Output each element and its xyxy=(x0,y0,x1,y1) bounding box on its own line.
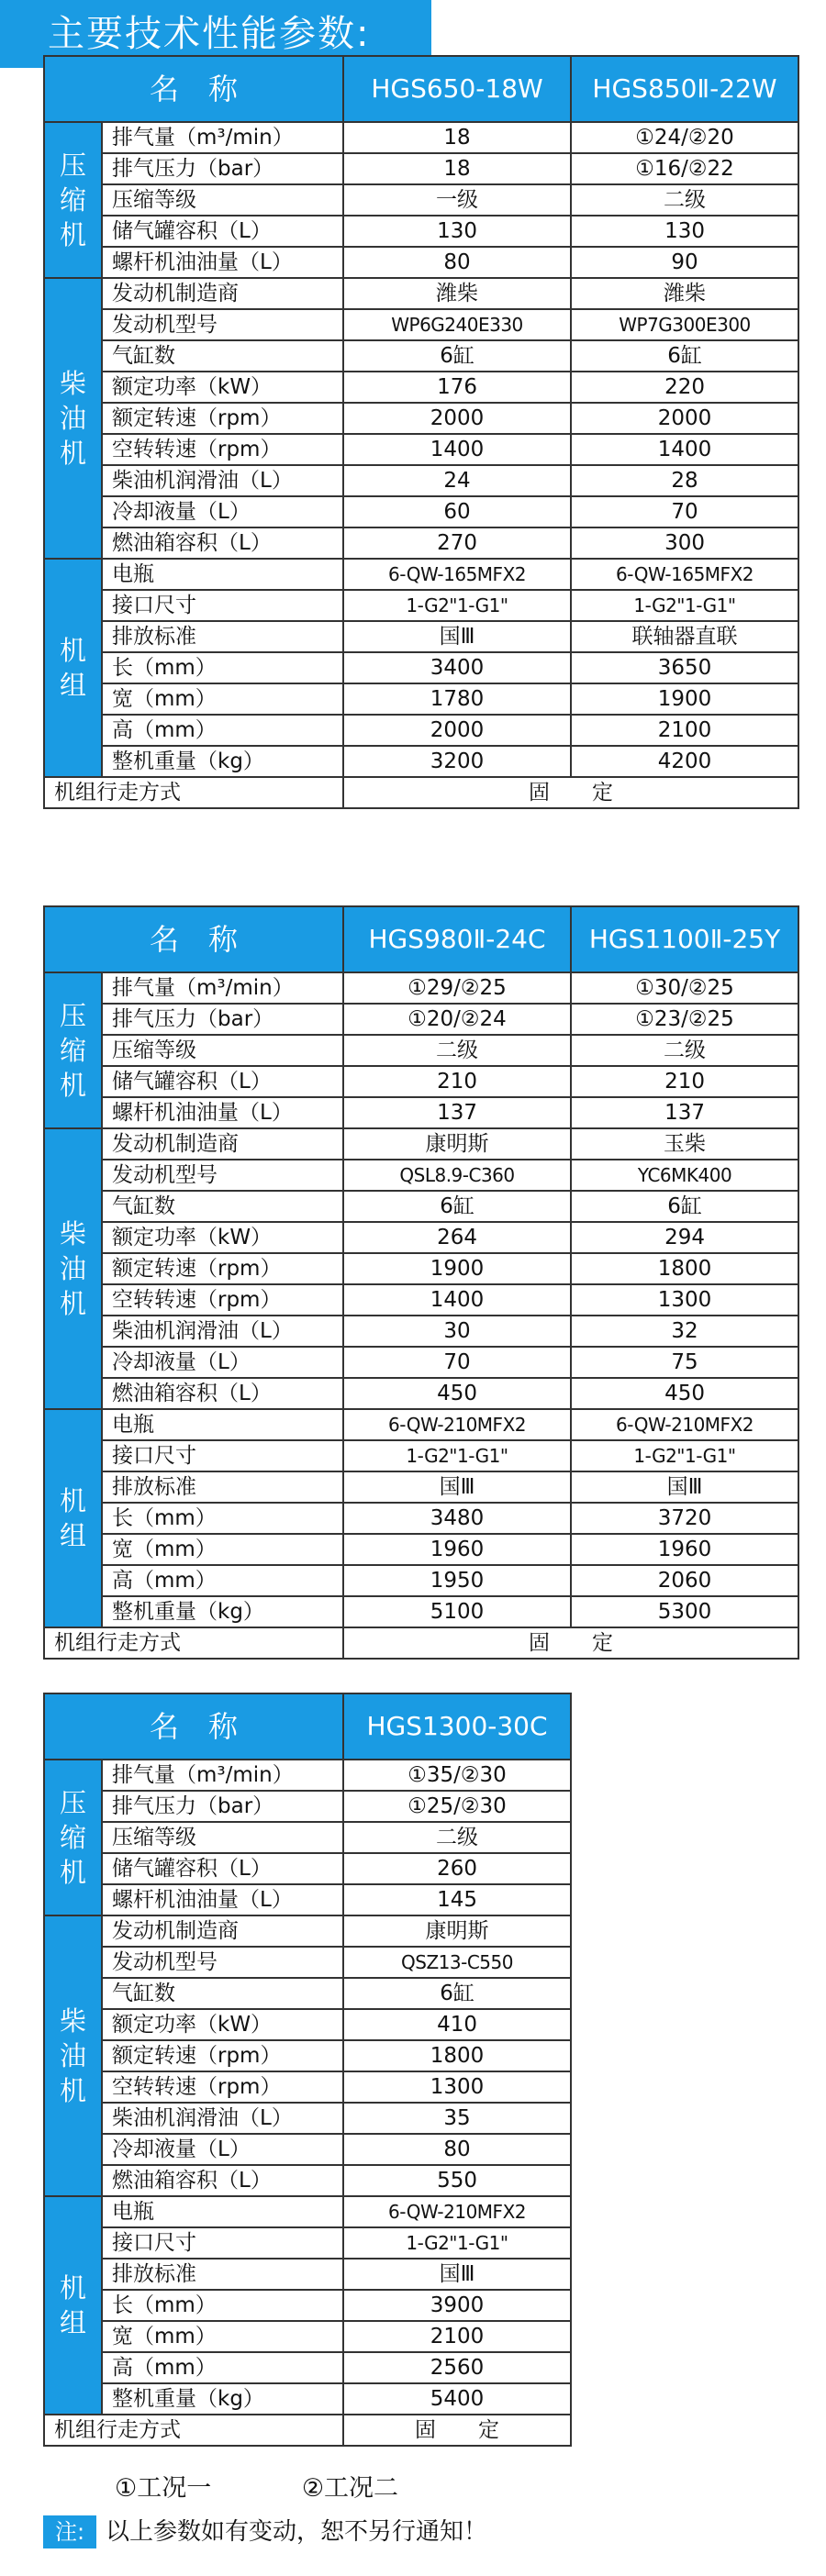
table-row xyxy=(44,1160,798,1191)
row-label: 燃油箱容积（L） xyxy=(102,1378,343,1409)
row-label: 排放标准 xyxy=(102,2259,343,2290)
section-diesel: 柴油机 xyxy=(44,1915,102,2196)
model-name: HGS1100Ⅱ-25Y xyxy=(571,906,798,972)
table-row xyxy=(44,2290,571,2321)
cell-engine-oil: 30 xyxy=(343,1316,571,1347)
header-name: 名 称 xyxy=(44,1693,343,1760)
cell-coolant: 70 xyxy=(571,496,798,527)
cell-battery: 6-QW-165MFX2 xyxy=(571,559,798,590)
row-label: 接口尺寸 xyxy=(102,2227,343,2259)
row-label: 高（mm） xyxy=(102,1565,343,1596)
row-label: 排放标准 xyxy=(102,621,343,652)
cell-battery: 6-QW-165MFX2 xyxy=(343,559,571,590)
cell-screw-oil: 90 xyxy=(571,247,798,278)
table-row xyxy=(44,1066,798,1097)
cell-engine-maker: 康明斯 xyxy=(343,1915,571,1947)
model-name: HGS1300-30C xyxy=(343,1693,571,1760)
table-row xyxy=(44,153,798,184)
row-label: 排气压力（bar） xyxy=(102,1791,343,1822)
table-row xyxy=(44,1347,798,1378)
table-row xyxy=(44,1565,798,1596)
row-label: 长（mm） xyxy=(102,652,343,683)
cell-coolant: 80 xyxy=(343,2134,571,2165)
row-label: 整机重量（kg） xyxy=(102,2383,343,2415)
row-label: 电瓶 xyxy=(102,2196,343,2227)
cell-idle-speed: 1300 xyxy=(571,1284,798,1316)
cell-rated-speed: 1800 xyxy=(571,1253,798,1284)
row-label: 压缩等级 xyxy=(102,1035,343,1066)
cell-width: 1960 xyxy=(571,1534,798,1565)
cell-tank: 130 xyxy=(343,216,571,247)
row-label: 发动机制造商 xyxy=(102,1915,343,1947)
table-row xyxy=(44,2352,571,2383)
table-row xyxy=(44,2165,571,2196)
row-label: 额定转速（rpm） xyxy=(102,2040,343,2071)
cell-emission: 国Ⅲ xyxy=(343,1471,571,1503)
cell-stage: 一级 xyxy=(343,184,571,216)
cell-height: 2000 xyxy=(343,715,571,746)
section-unit: 机组 xyxy=(44,1409,102,1627)
row-label: 宽（mm） xyxy=(102,1534,343,1565)
cell-battery: 6-QW-210MFX2 xyxy=(571,1409,798,1440)
cell-displacement: ①24/②20 xyxy=(571,122,798,153)
cell-length: 3720 xyxy=(571,1503,798,1534)
row-label: 电瓶 xyxy=(102,559,343,590)
row-label: 储气罐容积（L） xyxy=(102,1066,343,1097)
section-compressor: 压缩机 xyxy=(44,122,102,278)
cell-weight: 5300 xyxy=(571,1596,798,1627)
row-label: 整机重量（kg） xyxy=(102,1596,343,1627)
cell-rated-power: 264 xyxy=(343,1222,571,1253)
header-name: 名 称 xyxy=(44,56,343,122)
cell-fuel-tank: 450 xyxy=(571,1378,798,1409)
row-label: 排气量（m³/min） xyxy=(102,122,343,153)
table-row xyxy=(44,465,798,496)
cell-screw-oil: 80 xyxy=(343,247,571,278)
cell-length: 3480 xyxy=(343,1503,571,1534)
cell-height: 2060 xyxy=(571,1565,798,1596)
table-row xyxy=(44,184,798,216)
cell-stage: 二级 xyxy=(571,184,798,216)
row-label: 电瓶 xyxy=(102,1409,343,1440)
row-label: 机组行走方式 xyxy=(44,1627,343,1659)
row-label: 发动机制造商 xyxy=(102,278,343,309)
cell-rated-power: 410 xyxy=(343,2009,571,2040)
table-row xyxy=(44,1596,798,1627)
row-label: 冷却液量（L） xyxy=(102,496,343,527)
section-unit: 机组 xyxy=(44,2196,102,2415)
cell-travel: 固 定 xyxy=(343,777,798,808)
table-row xyxy=(44,2227,571,2259)
cell-engine-oil: 35 xyxy=(343,2103,571,2134)
cell-coolant: 70 xyxy=(343,1347,571,1378)
cell-travel: 固 定 xyxy=(343,1627,798,1659)
row-label: 接口尺寸 xyxy=(102,590,343,621)
cell-interface: 1-G2"1-G1" xyxy=(343,1440,571,1471)
cell-engine-oil: 24 xyxy=(343,465,571,496)
table-row xyxy=(44,216,798,247)
table-row xyxy=(44,2196,571,2227)
table-row xyxy=(44,278,798,309)
cell-fuel-tank: 550 xyxy=(343,2165,571,2196)
cell-rated-speed: 2000 xyxy=(571,403,798,434)
table-row xyxy=(44,559,798,590)
row-label: 冷却液量（L） xyxy=(102,1347,343,1378)
row-label: 整机重量（kg） xyxy=(102,746,343,777)
row-label: 压缩等级 xyxy=(102,1822,343,1853)
table-row xyxy=(44,1409,798,1440)
model-name: HGS850Ⅱ-22W xyxy=(571,56,798,122)
cell-idle-speed: 1400 xyxy=(571,434,798,465)
row-label: 高（mm） xyxy=(102,2352,343,2383)
row-label: 额定转速（rpm） xyxy=(102,1253,343,1284)
cell-length: 3400 xyxy=(343,652,571,683)
spec-table-1 xyxy=(43,55,799,809)
cell-engine-oil: 28 xyxy=(571,465,798,496)
row-label: 空转转速（rpm） xyxy=(102,434,343,465)
row-label: 螺杆机油油量（L） xyxy=(102,1097,343,1128)
cell-engine-maker: 康明斯 xyxy=(343,1128,571,1160)
table-row xyxy=(44,122,798,153)
cell-cylinders: 6缸 xyxy=(571,1191,798,1222)
table-row xyxy=(44,2040,571,2071)
cell-emission: 联轴器直联 xyxy=(571,621,798,652)
cell-height: 2100 xyxy=(571,715,798,746)
table-row xyxy=(44,652,798,683)
row-label: 压缩等级 xyxy=(102,184,343,216)
cell-tank: 210 xyxy=(571,1066,798,1097)
row-label: 燃油箱容积（L） xyxy=(102,2165,343,2196)
table-row xyxy=(44,590,798,621)
row-label: 发动机型号 xyxy=(102,1947,343,1978)
row-label: 冷却液量（L） xyxy=(102,2134,343,2165)
table-row xyxy=(44,1378,798,1409)
row-label: 接口尺寸 xyxy=(102,1440,343,1471)
cell-weight: 5100 xyxy=(343,1596,571,1627)
cell-rated-power: 294 xyxy=(571,1222,798,1253)
cell-coolant: 60 xyxy=(343,496,571,527)
table-row xyxy=(44,434,798,465)
section-compressor: 压缩机 xyxy=(44,972,102,1128)
cell-fuel-tank: 450 xyxy=(343,1378,571,1409)
model-name: HGS650-18W xyxy=(343,56,571,122)
cell-height: 1950 xyxy=(343,1565,571,1596)
table-row xyxy=(44,527,798,559)
row-label: 长（mm） xyxy=(102,2290,343,2321)
cell-engine-model: QSL8.9-C360 xyxy=(343,1160,571,1191)
row-label: 空转转速（rpm） xyxy=(102,2071,343,2103)
row-label: 发动机型号 xyxy=(102,309,343,340)
cell-cylinders: 6缸 xyxy=(343,1191,571,1222)
table-row xyxy=(44,1978,571,2009)
table-row xyxy=(44,1822,571,1853)
row-label: 柴油机润滑油（L） xyxy=(102,1316,343,1347)
cell-cylinders: 6缸 xyxy=(343,1978,571,2009)
spec-table-2 xyxy=(43,905,799,1660)
cell-rated-speed: 1800 xyxy=(343,2040,571,2071)
cell-engine-maker: 玉柴 xyxy=(571,1128,798,1160)
row-label: 机组行走方式 xyxy=(44,2415,343,2446)
table-row xyxy=(44,2009,571,2040)
cell-width: 1780 xyxy=(343,683,571,715)
cell-interface: 1-G2"1-G1" xyxy=(343,2227,571,2259)
cell-screw-oil: 145 xyxy=(343,1884,571,1915)
cell-displacement: 18 xyxy=(343,122,571,153)
table-row xyxy=(44,247,798,278)
cell-emission: 国Ⅲ xyxy=(343,2259,571,2290)
table-row xyxy=(44,2071,571,2103)
table-row xyxy=(44,1471,798,1503)
section-compressor: 压缩机 xyxy=(44,1760,102,1915)
table-row xyxy=(44,1791,571,1822)
table-row xyxy=(44,2259,571,2290)
cell-width: 1960 xyxy=(343,1534,571,1565)
row-label: 发动机制造商 xyxy=(102,1128,343,1160)
table-row xyxy=(44,715,798,746)
header-row xyxy=(44,906,798,972)
table-row xyxy=(44,403,798,434)
cell-engine-oil: 32 xyxy=(571,1316,798,1347)
table-row xyxy=(44,1534,798,1565)
cell-weight: 5400 xyxy=(343,2383,571,2415)
table-row xyxy=(44,1253,798,1284)
table-row xyxy=(44,777,798,808)
table-row xyxy=(44,1316,798,1347)
cell-stage: 二级 xyxy=(343,1822,571,1853)
cell-interface: 1-G2"1-G1" xyxy=(343,590,571,621)
cell-engine-model: QSZ13-C550 xyxy=(343,1947,571,1978)
cell-pressure: 18 xyxy=(343,153,571,184)
table-row xyxy=(44,2415,571,2446)
table-row xyxy=(44,2134,571,2165)
row-label: 排气压力（bar） xyxy=(102,153,343,184)
row-label: 额定功率（kW） xyxy=(102,372,343,403)
cell-stage: 二级 xyxy=(343,1035,571,1066)
table-row xyxy=(44,2321,571,2352)
table-row xyxy=(44,372,798,403)
cell-idle-speed: 1300 xyxy=(343,2071,571,2103)
header-name: 名 称 xyxy=(44,906,343,972)
row-label: 排放标准 xyxy=(102,1471,343,1503)
note-text: 以上参数如有变动，恕不另行通知！ xyxy=(106,2518,488,2546)
table-row xyxy=(44,2383,571,2415)
table-row xyxy=(44,1222,798,1253)
row-label: 机组行走方式 xyxy=(44,777,343,808)
table-row xyxy=(44,1853,571,1884)
row-label: 宽（mm） xyxy=(102,2321,343,2352)
cell-tank: 130 xyxy=(571,216,798,247)
cell-engine-model: WP6G240E330 xyxy=(343,309,571,340)
row-label: 燃油箱容积（L） xyxy=(102,527,343,559)
table-row xyxy=(44,1760,571,1791)
row-label: 柴油机润滑油（L） xyxy=(102,465,343,496)
cell-engine-model: WP7G300E300 xyxy=(571,309,798,340)
cell-idle-speed: 1400 xyxy=(343,434,571,465)
table-row xyxy=(44,683,798,715)
cell-height: 2560 xyxy=(343,2352,571,2383)
table-row xyxy=(44,1004,798,1035)
cell-pressure: ①16/②22 xyxy=(571,153,798,184)
table-row xyxy=(44,746,798,777)
cell-pressure: ①23/②25 xyxy=(571,1004,798,1035)
row-label: 储气罐容积（L） xyxy=(102,1853,343,1884)
cell-width: 2100 xyxy=(343,2321,571,2352)
cell-emission: 国Ⅲ xyxy=(571,1471,798,1503)
cell-width: 1900 xyxy=(571,683,798,715)
cell-interface: 1-G2"1-G1" xyxy=(571,590,798,621)
cell-length: 3900 xyxy=(343,2290,571,2321)
cell-rated-speed: 1900 xyxy=(343,1253,571,1284)
cell-screw-oil: 137 xyxy=(571,1097,798,1128)
table-row xyxy=(44,309,798,340)
cell-rated-power: 220 xyxy=(571,372,798,403)
cell-displacement: ①35/②30 xyxy=(343,1760,571,1791)
cell-length: 3650 xyxy=(571,652,798,683)
cell-tank: 210 xyxy=(343,1066,571,1097)
row-label: 螺杆机油油量（L） xyxy=(102,247,343,278)
cell-battery: 6-QW-210MFX2 xyxy=(343,2196,571,2227)
row-label: 储气罐容积（L） xyxy=(102,216,343,247)
legend-condition-1: ①工况一 xyxy=(115,2474,212,2503)
cell-cylinders: 6缸 xyxy=(571,340,798,372)
cell-emission: 国Ⅲ xyxy=(343,621,571,652)
table-row xyxy=(44,1191,798,1222)
row-label: 气缸数 xyxy=(102,340,343,372)
row-label: 柴油机润滑油（L） xyxy=(102,2103,343,2134)
row-label: 长（mm） xyxy=(102,1503,343,1534)
row-label: 气缸数 xyxy=(102,1191,343,1222)
row-label: 高（mm） xyxy=(102,715,343,746)
condition-legend xyxy=(115,2468,481,2504)
table-row xyxy=(44,1947,571,1978)
cell-engine-maker: 潍柴 xyxy=(343,278,571,309)
row-label: 排气压力（bar） xyxy=(102,1004,343,1035)
spec-table-3 xyxy=(43,1693,572,2447)
cell-weight: 3200 xyxy=(343,746,571,777)
table-row xyxy=(44,1915,571,1947)
cell-travel: 固 定 xyxy=(343,2415,571,2446)
cell-cylinders: 6缸 xyxy=(343,340,571,372)
cell-fuel-tank: 300 xyxy=(571,527,798,559)
cell-engine-maker: 潍柴 xyxy=(571,278,798,309)
cell-engine-model: YC6MK400 xyxy=(571,1160,798,1191)
row-label: 气缸数 xyxy=(102,1978,343,2009)
row-label: 排气量（m³/min） xyxy=(102,1760,343,1791)
row-label: 空转转速（rpm） xyxy=(102,1284,343,1316)
cell-coolant: 75 xyxy=(571,1347,798,1378)
cell-interface: 1-G2"1-G1" xyxy=(571,1440,798,1471)
cell-displacement: ①30/②25 xyxy=(571,972,798,1004)
row-label: 发动机型号 xyxy=(102,1160,343,1191)
row-label: 螺杆机油油量（L） xyxy=(102,1884,343,1915)
note-badge: 注: xyxy=(43,2515,96,2548)
header-row xyxy=(44,1693,571,1760)
table-row xyxy=(44,2103,571,2134)
table-row xyxy=(44,1035,798,1066)
table-row xyxy=(44,1440,798,1471)
cell-displacement: ①29/②25 xyxy=(343,972,571,1004)
row-label: 宽（mm） xyxy=(102,683,343,715)
cell-screw-oil: 137 xyxy=(343,1097,571,1128)
section-diesel: 柴油机 xyxy=(44,278,102,559)
cell-stage: 二级 xyxy=(571,1035,798,1066)
model-name: HGS980Ⅱ-24C xyxy=(343,906,571,972)
legend-condition-2: ②工况二 xyxy=(301,2474,399,2503)
table-row xyxy=(44,1627,798,1659)
row-label: 额定转速（rpm） xyxy=(102,403,343,434)
page-title: 主要技术性能参数: xyxy=(48,13,371,55)
cell-rated-power: 176 xyxy=(343,372,571,403)
table-row xyxy=(44,1503,798,1534)
table-row xyxy=(44,340,798,372)
cell-weight: 4200 xyxy=(571,746,798,777)
cell-rated-speed: 2000 xyxy=(343,403,571,434)
row-label: 额定功率（kW） xyxy=(102,1222,343,1253)
table-row xyxy=(44,972,798,1004)
table-row xyxy=(44,621,798,652)
row-label: 额定功率（kW） xyxy=(102,2009,343,2040)
table-row xyxy=(44,1128,798,1160)
table-row xyxy=(44,1097,798,1128)
cell-battery: 6-QW-210MFX2 xyxy=(343,1409,571,1440)
table-row xyxy=(44,496,798,527)
row-label: 排气量（m³/min） xyxy=(102,972,343,1004)
cell-idle-speed: 1400 xyxy=(343,1284,571,1316)
cell-fuel-tank: 270 xyxy=(343,527,571,559)
table-row xyxy=(44,1884,571,1915)
cell-pressure: ①20/②24 xyxy=(343,1004,571,1035)
table-row xyxy=(44,1284,798,1316)
cell-tank: 260 xyxy=(343,1853,571,1884)
header-row xyxy=(44,56,798,122)
section-diesel: 柴油机 xyxy=(44,1128,102,1409)
cell-pressure: ①25/②30 xyxy=(343,1791,571,1822)
section-unit: 机组 xyxy=(44,559,102,777)
note-bar xyxy=(43,2514,759,2550)
